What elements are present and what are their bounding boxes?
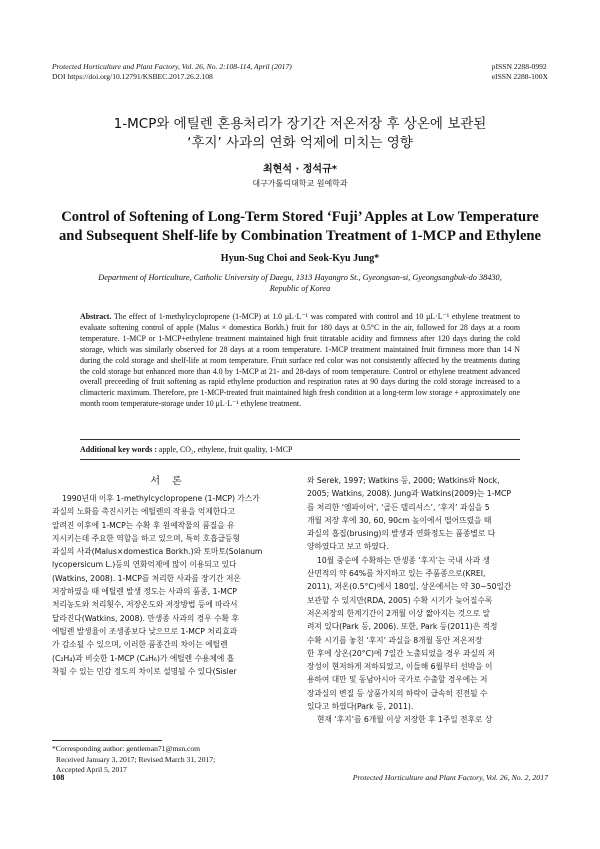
abstract bbox=[80, 312, 520, 410]
keywords-text: apple, CO₂, ethylene, fruit quality, 1-MCP bbox=[158, 445, 293, 454]
footer-journal: Protected Horticulture and Plant Factory, Vol. 26, No. 2, 2017 bbox=[352, 773, 548, 782]
keywords-label: Additional key words : bbox=[80, 445, 157, 454]
issn-block bbox=[492, 62, 548, 82]
body-line: 과실의 흡집(brusing)의 발생과 연화정도는 품종별로 다 bbox=[307, 529, 496, 539]
page-number: 108 bbox=[52, 773, 65, 782]
authors-english: Hyun-Sug Choi and Seok-Kyu Jung* bbox=[220, 253, 380, 264]
affiliation-korean: 대구가톨릭대학교 원예학과 bbox=[252, 179, 348, 188]
doi[interactable]: DOI https://doi.org/10.12791/KSBEC.2017.26.2.108 bbox=[52, 72, 213, 81]
body-line: 양하였다고 보고 하였다. bbox=[307, 542, 389, 552]
footnote bbox=[52, 744, 292, 776]
section-title-introduction: 서론 bbox=[150, 476, 194, 487]
body-line: 처리농도와 처리횟수, 저장온도와 저장방법 등에 따라서 bbox=[52, 600, 238, 610]
corresponding-author: *Corresponding author: gentleman71@msn.com bbox=[52, 744, 201, 753]
body-line: 저온저장의 한계기간이 2개월 이상 짧아지는 것으로 알 bbox=[307, 608, 490, 618]
body-line: 알려진 이후에 1-MCP는 수확 후 원예작물의 품질을 유 bbox=[52, 520, 235, 530]
affiliation-english-line-2: Republic of Korea bbox=[269, 284, 331, 293]
eissn: eISSN 2288-100X bbox=[491, 72, 548, 81]
journal-citation: Protected Horticulture and Plant Factory, Vol. 26, No. 2:108-114, April (2017) bbox=[52, 62, 292, 71]
body-line: 과실의 노화를 촉진시키는 에틸렌의 작용을 억제한다고 bbox=[52, 507, 236, 517]
title-korean-line-2: ‘후지’ 사과의 연화 억제에 미치는 영향 bbox=[187, 135, 413, 151]
pissn: pISSN 2288-0992 bbox=[491, 62, 547, 71]
authors-korean: 최현석 · 정석규* bbox=[263, 164, 337, 175]
body-line: 와 Serek, 1997; Watkins 등, 2000; Watkins와 Nock, bbox=[307, 476, 500, 485]
title-korean-line-1: 1-MCP와 에틸렌 혼용처리가 장기간 저온저장 후 상온에 보관된 bbox=[113, 116, 487, 132]
body-line: 를 처리한 ‘엠파이어’, ‘골든 델리셔스’, ‘후지’ 과실을 5 bbox=[307, 502, 490, 512]
title-english-line-1: Control of Softening of Long-Term Stored ‘Fuji’ Apples at Low Temperature bbox=[61, 209, 539, 225]
body-line: 1990년대 이후 1-methylcyclopropene (1-MCP) 가스가 bbox=[62, 494, 260, 503]
abstract-label: Abstract. bbox=[80, 312, 112, 321]
body-line: 현재 ‘후지’를 6개월 이상 저장한 후 1주일 전후로 상 bbox=[317, 715, 493, 725]
body-line: 개월 저장 후에 30, 60, 90cm 높이에서 떨어뜨렸을 때 bbox=[307, 515, 492, 525]
body-left-column bbox=[52, 492, 292, 678]
title-english bbox=[40, 208, 560, 246]
body-line: 장성이 현저하게 저하되었고, 이들해 6월부터 선박을 이 bbox=[307, 662, 493, 672]
body-line: 산면적의 약 64%를 차지하고 있는 주품종으로(KREI, bbox=[307, 569, 486, 579]
body-line: 착될 수 있는 민감 정도의 차이로 설명될 수 있다(Sisler bbox=[52, 666, 237, 676]
body-line: (Watkins, 2008). 1-MCP를 처리한 사과를 장기간 저온 bbox=[52, 573, 241, 583]
body-line: lycopersicum L.)등의 연화억제에 많이 이용되고 있다 bbox=[52, 560, 237, 570]
body-line: 달라진다(Watkins, 2008). 만생종 사과의 경우 수확 후 bbox=[52, 613, 239, 623]
body-line: 용하여 대만 및 동남아시아 국가로 수출할 경우에는 저 bbox=[307, 675, 488, 685]
body-right-column bbox=[307, 474, 548, 727]
keywords bbox=[80, 445, 520, 454]
footnote-rule bbox=[52, 740, 162, 741]
body-line: 한 후에 상온(20°C)에 7일간 노출되었을 경우 과실의 저 bbox=[307, 648, 496, 658]
body-line: (C₂H₄)과 비슷한 1-MCP (C₄H₆)가 에틸렌 수용체에 흡 bbox=[52, 653, 235, 663]
received-date: Received January 3, 2017; Revised March 31, 2017; bbox=[56, 754, 216, 764]
keywords-bottom-rule bbox=[80, 459, 520, 460]
body-line: 과실의 사과(Malus×domestica Borkh.)와 토마토(Solanum bbox=[52, 547, 263, 557]
body-line: 보관할 수 있지만(RDA, 2005) 수확 시기가 늦어질수록 bbox=[307, 595, 493, 605]
title-english-line-2: and Subsequent Shelf-life by Combination Treatment of 1-MCP and Ethylene bbox=[58, 228, 542, 244]
body-line: 에틸렌 발생율이 조생종보다 낮으므로 1-MCP 처리효과 bbox=[52, 626, 238, 636]
body-line: 려져 있다(Park 등, 2006). 또한, Park 등(2011)은 적정 bbox=[307, 622, 498, 632]
affiliation-english-line-1: Department of Horticulture, Catholic University of Daegu, 1313 Hayangro St., Gyeongsan-si, Gyeongsangbuk-do 38430, bbox=[98, 273, 502, 282]
title-korean bbox=[40, 115, 560, 153]
journal-header bbox=[52, 62, 292, 82]
accepted-date: Accepted April 5, 2017 bbox=[56, 765, 127, 774]
affiliation-english bbox=[60, 272, 540, 294]
body-line: 수확 시기를 놓친 ‘후지’ 과실을 8개월 동안 저온저장 bbox=[307, 635, 483, 645]
body-line: 저장하였을 때 에틸렌 발생 정도는 사과의 품종, 1-MCP bbox=[52, 587, 237, 597]
abstract-text: The effect of 1-methylcyclopropene (1-MCP) at 1.0 μL·L⁻¹ was compared with control and 10 μL·L⁻¹ ethylene treatment to evaluate softening control of apple (Malus × domestica Borkh.) fruit for 180 days at 0.5°C in the air, followed for 28 days at a room temperature. 1-MCP or 1-MCP+ethylene treatment maintained high fruit titratable acidity and firmness after 120 days during the cold storage, which was similarly observed for 28 days at a room temperature. 1-MCP treatment maintained fruit firmness more than 14 N during the cold storage and shelf-life at room temperature. Fruit surface red color was not consistently affected by the treatments during the cold storage but enhanced more than 4.0 by 1-MCP at 21- and 28-days of room temperature. Control or ethylene treatment advanced overall preceeding of fruit softening as rapid ethylene production and respiration rates at 90 days during the cold storage increased to a climacteric maximum. Therefore, pre 1-MCP-treated fruit maintained high fresh condition at a long-term low storage + approximately one month room temperature-storage under 10 μL·L⁻¹ ethylene treatment. bbox=[80, 312, 520, 409]
keywords-top-rule bbox=[80, 439, 520, 440]
body-line: 2011), 저온(0.5°C)에서 180일, 상온에서는 약 30~50일간 bbox=[307, 582, 512, 592]
body-line: 있다고 하였다(Park 등, 2011). bbox=[307, 702, 414, 712]
body-line: 지시키는데 주요한 역할을 하고 있으며, 특히 호흡급등형 bbox=[52, 533, 240, 543]
body-line: 장과실의 변질 등 상품가치의 하락이 급속히 진전될 수 bbox=[307, 688, 488, 698]
body-line: 가 감소될 수 있으며, 이러한 품종간의 차이는 에틸렌 bbox=[52, 640, 228, 650]
body-line: 10월 중순에 수확하는 만생종 ‘후지’는 국내 사과 생 bbox=[317, 555, 490, 565]
body-line: 2005; Watkins, 2008). Jung과 Watkins(2009)는 1-MCP bbox=[307, 489, 512, 499]
